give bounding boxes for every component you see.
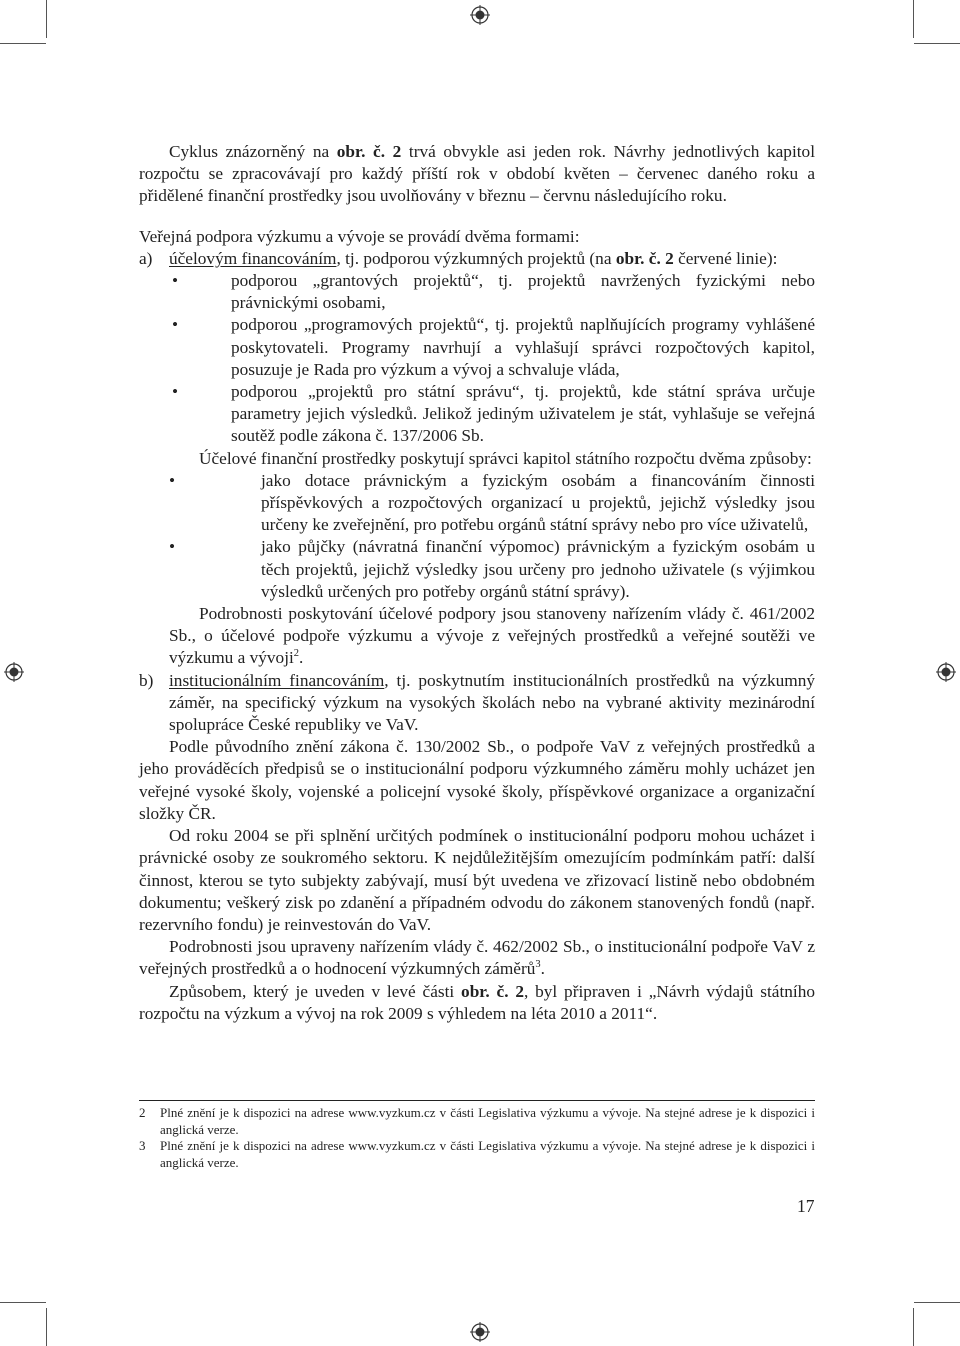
registration-mark-left-icon (4, 662, 24, 682)
purpose-details-end: . (299, 648, 304, 668)
bullet-program-projects (172, 314, 815, 381)
figure-reference: obr. č. 2 (615, 248, 674, 268)
crop-mark-top-right-v (913, 0, 914, 38)
bullet-icon: • (172, 315, 179, 335)
registration-mark-top-icon (470, 5, 490, 25)
page-number: 17 (797, 1196, 815, 1216)
list-label-b: b) (139, 670, 154, 690)
bullet-state-projects (172, 381, 815, 448)
footnote-separator (139, 1100, 815, 1101)
footnote-text: Plné znění je k dispozici na adrese www.vyzkum.cz v části Legislativa výzkumu a vývoje. Na stejné adrese je k dispozici i anglická verze. (160, 1105, 815, 1137)
purpose-details (169, 603, 815, 670)
bullet-icon: • (169, 470, 176, 490)
paragraph-support-intro: Veřejná podpora výzkumu a vývoje se provádí dvěma formami: (139, 226, 580, 246)
bullet-grant-projects (172, 270, 815, 314)
bullet-text: jako půjčky (návratná finanční výpomoc) právnickým a fyzickým osobám u těch projektů, jejichž výsledky jsou určeny pro jednoho uživatele (s výjimkou výsledků určených pro potřeby orgánů státní správy). (261, 537, 815, 601)
crop-mark-bottom-right-h (914, 1302, 960, 1303)
term-institutional-funding: institucionálním financováním (169, 670, 385, 690)
paragraph-cycle (139, 141, 815, 208)
footnote-2 (139, 1105, 815, 1138)
bullet-text: podporou „grantových projektů“, tj. projektů navržených fyzickými nebo právnickými osobami, (231, 271, 815, 313)
details-inst-end: . (540, 959, 545, 979)
crop-mark-bottom-left-h (0, 1302, 46, 1303)
item-b-text-rest: , tj. poskytnutím institucionálních prostředků na výzkumný záměr, na specifický výzkum na vysokých školách nebo na vybrané aktivity mezinárodní spolupráce České republiky ve VaV. (169, 670, 815, 735)
bullet-subsidies (169, 470, 815, 537)
list-item-a (139, 248, 815, 670)
footnotes (139, 1100, 815, 1171)
footnote-number: 2 (139, 1105, 146, 1120)
bullet-text: jako dotace právnickým a fyzickým osobám a financováním činnosti příspěvkových a rozpočtových organizací u projektů, jejichž výsledky jsou určeny ke zveřejnění, pro potřebu orgánů státní správy nebo pro více uživatelů, (261, 470, 815, 535)
crop-mark-bottom-left-v (46, 1308, 47, 1346)
bullet-loans (169, 536, 815, 603)
crop-mark-top-left-h (0, 43, 46, 44)
method-text-2: , byl připraven i „Návrh výdajů státního rozpočtu na výzkum a vývoj na rok 2009 s výhledem na léta 2010 a 2011“. (139, 981, 815, 1023)
details-inst-text: Podrobnosti jsou upraveny nařízením vlády č. 462/2002 Sb., o institucionální podpoře VaV z veřejných prostředků a o hodnocení výzkumných záměrů (139, 937, 815, 979)
paragraph-original-law: Podle původního znění zákona č. 130/2002 Sb., o podpoře VaV z veřejných prostředků a jeho prováděcích předpisů se o institucionální podporu výzkumného záměru mohly ucházet jen veřejné vysoké školy, vojenské a policejní vysoké školy, příspěvkové organizace a organizační složky ČR. (139, 737, 815, 823)
footnote-3 (139, 1138, 815, 1171)
bullet-text: podporou „projektů pro státní správu“, tj. projektů, kde státní správa určuje parametry jejich výsledků. Jelikož jediným uživatelem je stát, vyhlašuje se veřejná soutěž podle zákona č. 137/2006 Sb. (231, 382, 815, 446)
purpose-details-text: Podrobnosti poskytování účelové podpory jsou stanoveny nařízením vlády č. 461/2002 Sb., o účelové podpoře výzkumu a vývoje z veřejných prostředků a veřejné soutěži ve výzkumu a vývoji (169, 604, 815, 668)
crop-mark-top-right-h (914, 43, 960, 44)
footnote-number: 3 (139, 1138, 146, 1153)
paragraph-2004: Od roku 2004 se při splnění určitých podmínek o institucionální podporu mohou ucházet i právnické osoby ze soukromého sektoru. K nejdůležitějším omezujícím podmínkám patří: další činnost, kterou se tyto subjekty zabývají, musí být uvedena ve zřizovací listině nebo obdobném dokumentu; veškerý zisk po zdanění a případném odvodu do zákonem stanovených fondů (např. rezervního fondu) je reinvestován do VaV. (139, 826, 815, 934)
crop-mark-top-left-v (46, 0, 47, 38)
method-text-1: Způsobem, který je uveden v levé části (169, 981, 462, 1001)
item-a-text (169, 248, 815, 270)
footnote-text: Plné znění je k dispozici na adrese www.vyzkum.cz v části Legislativa výzkumu a vývoje. Na stejné adrese je k dispozici i anglická verze. (160, 1138, 815, 1170)
figure-reference: obr. č. 2 (336, 142, 402, 161)
purpose-funds-intro: Účelové finanční prostředky poskytují správci kapitol státního rozpočtu dvěma způsoby: (199, 448, 812, 468)
bullet-icon: • (169, 537, 176, 557)
bullet-icon: • (172, 271, 179, 291)
registration-mark-right-icon (936, 662, 956, 682)
item-a-text-2: červené linie): (673, 248, 778, 268)
crop-mark-bottom-right-v (913, 1308, 914, 1346)
list-item-b (139, 670, 815, 825)
footnote-ref-2: 2 (293, 648, 300, 660)
term-purpose-funding: účelovým financováním (169, 248, 337, 268)
paragraph-method (139, 981, 815, 1025)
bullet-icon: • (172, 382, 179, 402)
figure-reference: obr. č. 2 (461, 981, 524, 1001)
item-b-text (169, 670, 815, 737)
item-a-text-1: , tj. podporou výzkumných projektů (na (336, 248, 616, 268)
registration-mark-bottom-icon (470, 1322, 490, 1342)
paragraph-cycle-text-1: Cyklus znázorněný na (169, 142, 337, 161)
paragraph-details-inst (139, 936, 815, 980)
footnote-ref-3: 3 (535, 959, 541, 971)
body-text (139, 141, 815, 1025)
bullet-text: podporou „programových projektů“, tj. projektů naplňujících programy vyhlášené poskytovateli. Programy navrhují a vyhlašují správci rozpočtových kapitol, posuzuje je Rada pro výzkum a vývoj a schvaluje vláda, (231, 315, 815, 379)
paragraph-cycle-text-2: trvá obvykle asi jeden rok. Návrhy jednotlivých kapitol rozpočtu se zpracovávají pro každý příští rok v období květen – červenec daného roku a přidělené finanční prostředky jsou uvolňovány v březnu – červnu následujícího roku. (139, 142, 815, 206)
list-label-a: a) (139, 248, 153, 268)
